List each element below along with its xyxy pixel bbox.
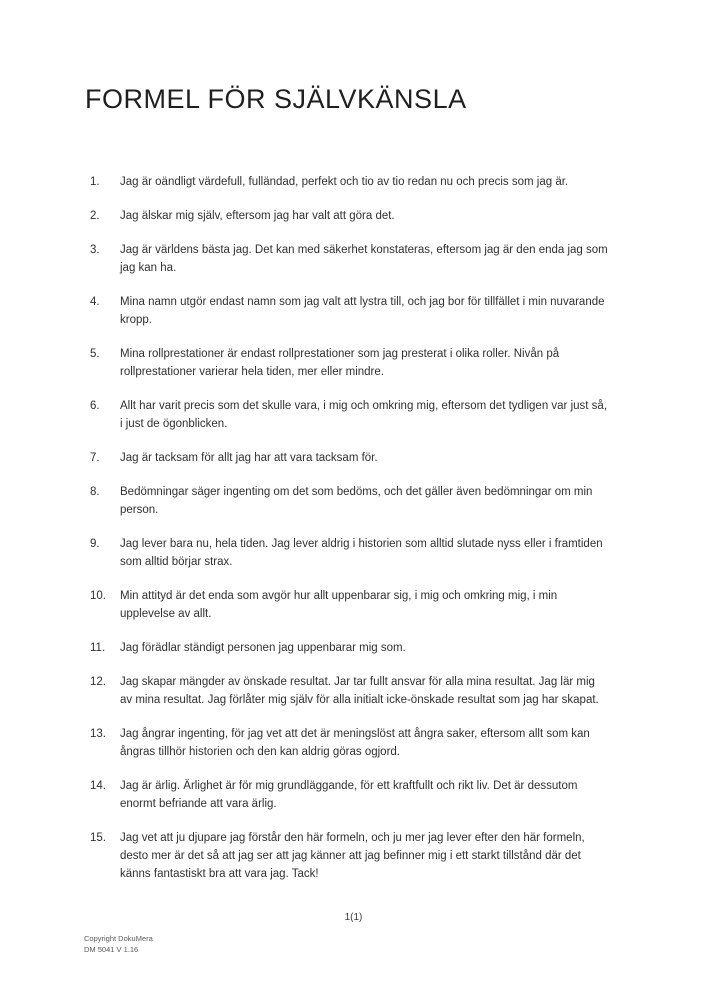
list-item: Allt har varit precis som det skulle vara, i mig och omkring mig, eftersom det tydligen var just så, i just de ögonblicken. (120, 400, 608, 430)
list-item: Jag lever bara nu, hela tiden. Jag lever aldrig i historien som alltid slutade nyss eller i framtiden som alltid börjar strax. (120, 538, 603, 568)
list-item: Jag är ärlig. Ärlighet är för mig grundläggande, för ett kraftfullt och rikt liv. Det är dessutom enormt befriande att vara ärlig. (120, 780, 578, 810)
list-item: Jag är oändligt värdefull, fulländad, perfekt och tio av tio redan nu och precis som jag är. (120, 176, 569, 188)
list-item: Jag älskar mig själv, eftersom jag har valt att göra det. (120, 210, 395, 222)
list-item: Jag vet att ju djupare jag förstår den här formeln, och ju mer jag lever efter den här formeln, desto mer är det så att jag ser att jag känner att jag befinner mig i ett starkt tillstånd där det känns fantastiskt bra att vara jag. Tack! (120, 832, 585, 880)
list-item: Mina rollprestationer är endast rollprestationer som jag presterat i olika roller. Nivån på rollprestationer varierar hela tiden, mer eller mindre. (120, 348, 560, 378)
affirmation-list (90, 173, 610, 883)
list-item: Jag ångrar ingenting, för jag vet att det är meningslöst att ångra saker, eftersom allt som kan ångras tillhör historien och den kan aldrig göras ogjord. (120, 728, 590, 758)
copyright-note (84, 933, 153, 955)
page-number: 1(1) (344, 912, 363, 923)
list-item: Jag skapar mängder av önskade resultat. Jar tar fullt ansvar för alla mina resultat. Jag lär mig av mina resultat. Jag förlåter mig själv för alla initialt icke-önskade resultat som jag har skapat. (120, 676, 599, 706)
list-item: Bedömningar säger ingenting om det som bedöms, och det gäller även bedömningar om min person. (120, 486, 593, 516)
document-title: FORMEL FÖR SJÄLVKÄNSLA (85, 84, 467, 114)
list-item: Jag förädlar ständigt personen jag uppenbarar mig som. (120, 642, 406, 654)
copyright-line: Copyright DokuMera (84, 934, 153, 943)
list-item: Mina namn utgör endast namn som jag valt att lystra till, och jag bor för tillfället i min nuvarande kropp. (120, 296, 605, 326)
document-version-line: DM 5041 V 1.16 (84, 945, 139, 954)
list-item: Min attityd är det enda som avgör hur allt uppenbarar sig, i mig och omkring mig, i min upplevelse av allt. (120, 590, 558, 620)
list-item: Jag är tacksam för allt jag har att vara tacksam för. (120, 452, 378, 464)
list-item: Jag är världens bästa jag. Det kan med säkerhet konstateras, eftersom jag är den enda jag som jag kan ha. (120, 244, 608, 274)
